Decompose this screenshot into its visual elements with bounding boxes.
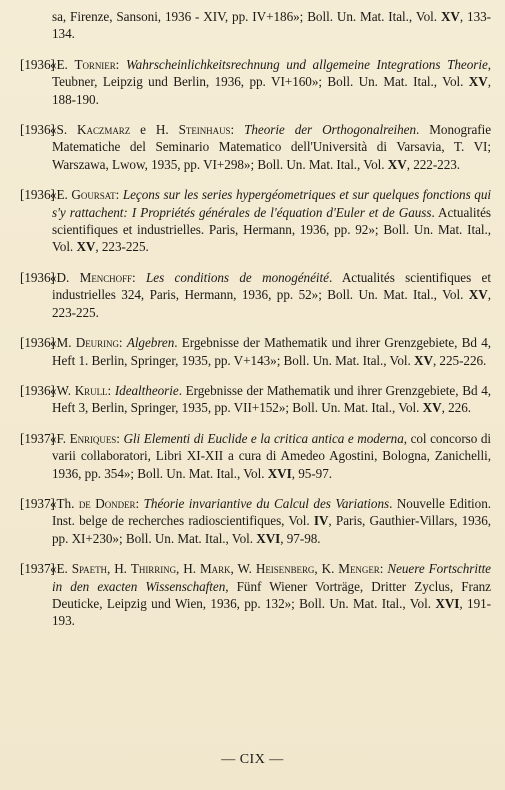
entry-author: Tornier [74,56,116,72]
volume-number: XV [422,400,442,416]
entry-author: Deuring [75,335,119,351]
volume-number: IV [313,513,329,529]
entry-author: de Donder [78,495,136,511]
bibliography-entry: [1936] «E. Goursat: Leçons sur les series hypergéometriques et sur quelques fonctions qui s'y rattachent: I Propriétés générales de l'équation d'Euler et de Gauss. Actualités scientifiques et industrielles. Paris, Hermann, 1936, pp. 92»; Boll. Un. Mat. Ital., Vol. XV, 223-225. [20,187,491,255]
entry-author: Krull [74,382,108,398]
entry-title: Wahrscheinlichkeitsrechnung und allgemeine Integrations Theorie [125,56,488,72]
entry-title: Idealtheorie [114,382,179,398]
bibliography-entry: [1937] «E. Spaeth, H. Thirring, H. Mark, W. Heisenberg, K. Menger: Neuere Fortschritte in den exacten Wissenschaften, Fünf Wiener Vorträge, Dritter Zyclus, Franz Deuticke, Leipzig und Wien, 1936, pp. 132»; Boll. Un. Mat. Ital., Vol. XVI, 191-193. [20,561,491,629]
entry-author: Steinhaus [178,122,231,138]
bibliography-list [20,8,491,630]
page-number: — CIX — [221,752,284,767]
entry-year: [1936] [20,56,55,72]
entry-year: [1937] [20,495,55,511]
volume-number: XV [76,239,96,255]
entry-title: Théorie invariantive du Calcul des Variations [143,495,390,511]
volume-number: XV [468,287,488,303]
entry-author: Menger [338,561,380,577]
volume-number: XV [440,9,460,24]
entry-author: Menchoff [79,269,132,285]
entry-author: Heisenberg [255,561,315,577]
entry-author: Thirring [130,561,177,577]
bibliography-entry: [1937] «Th. de Donder: Théorie invariantive du Calcul des Variations. Nouvelle Edition. Inst. belge de recherches radioscientifiques, Vol. IV, Paris, Gauthier-Villars, 1936, pp. XI+230»; Boll. Un. Mat. Ital., Vol. XVI, 97-98. [20,495,492,546]
entry-year: [1937] [20,430,55,446]
volume-number: XV [413,352,433,368]
entry-author: Enriques [69,430,117,446]
entry-title: Leçons sur les series hypergéometriques et sur quelques fonctions qui s'y rattachent: I Propriétés générales de l'équation d'Euler et de Gauss [52,187,491,220]
bibliography-entry: [1936] «S. Kaczmarz e H. Steinhaus: Theorie der Orthogonalreihen. Monografie Matematiche del Seminario Matematico dell'Università di Varsavia, T. VI; Warszawa, Lwow, 1935, pp. VI+298»; Boll. Un. Mat. Ital., Vol. XV, 222-223. [20,122,492,172]
volume-number: XVI [256,530,281,546]
bibliography-entry: [1937] «F. Enriques: Gli Elementi di Euclide e la critica antica e moderna, col concorso di varii collaboratori, Libri XI-XII a cura di Amedeo Agostini, Bologna, Zanichelli, 1936, pp. 354»; Boll. Un. Mat. Ital., Vol. XVI, 95-97. [20,430,492,481]
entry-year: [1937] [20,561,55,577]
entry-year: [1936] [20,187,55,203]
volume-number: XVI [267,465,292,481]
entry-title: Algebren [126,335,175,351]
continued-entry: sa, Firenze, Sansoni, 1936 - XIV, pp. IV+186»; Boll. Un. Mat. Ital., Vol. XV, 133-134. [52,9,492,42]
entry-title: Theorie der Orthogonalreihen [244,122,417,138]
volume-number: XVI [435,595,460,611]
volume-number: XV [387,156,407,172]
entry-year: [1936] [20,122,55,138]
entry-author: Spaeth [71,561,107,577]
entry-author: Goursat [71,187,116,203]
bibliography-entry: [1936] «D. Menchoff: Les conditions de monogénéité. Actualités scientifiques et industrielles 324, Paris, Hermann, 1936, pp. 52»; Boll. Un. Mat. Ital., Vol. XV, 223-225. [20,269,491,320]
entry-year: [1936] [20,269,55,285]
volume-number: XV [468,74,488,90]
bibliography-entry: [1936] «M. Deuring: Algebren. Ergebnisse der Mathematik und ihrer Grenzgebiete, Bd 4, Heft 1. Berlin, Springer, 1935, pp. V+143»; Boll. Un. Mat. Ital., Vol. XV, 225-226. [20,335,491,368]
entry-author: Kaczmarz [77,122,131,138]
bibliography-entry: [1936] «E. Tornier: Wahrscheinlichkeitsrechnung und allgemeine Integrations Theorie, Teubner, Leipzig und Berlin, 1936, pp. VI+160»; Boll. Un. Mat. Ital., Vol. XV, 188-190. [20,56,491,107]
entry-title: Gli Elementi di Euclide e la critica antica e moderna [123,430,404,446]
entry-title: Neuere Fortschritte in den exacten Wissenschaften [52,561,491,594]
entry-title: Les conditions de monogénéité [146,269,329,285]
entry-year: [1936] [20,382,55,398]
entry-author: Mark [199,561,231,577]
entry-year: [1936] [20,335,55,351]
bibliography-entry: [1936] «W. Krull: Idealtheorie. Ergebnisse der Mathematik und ihrer Grenzgebiete, Bd 4, Heft 3, Berlin, Springer, 1935, pp. VII+152»; Boll. Un. Mat. Ital., Vol. XV, 226. [20,382,491,416]
